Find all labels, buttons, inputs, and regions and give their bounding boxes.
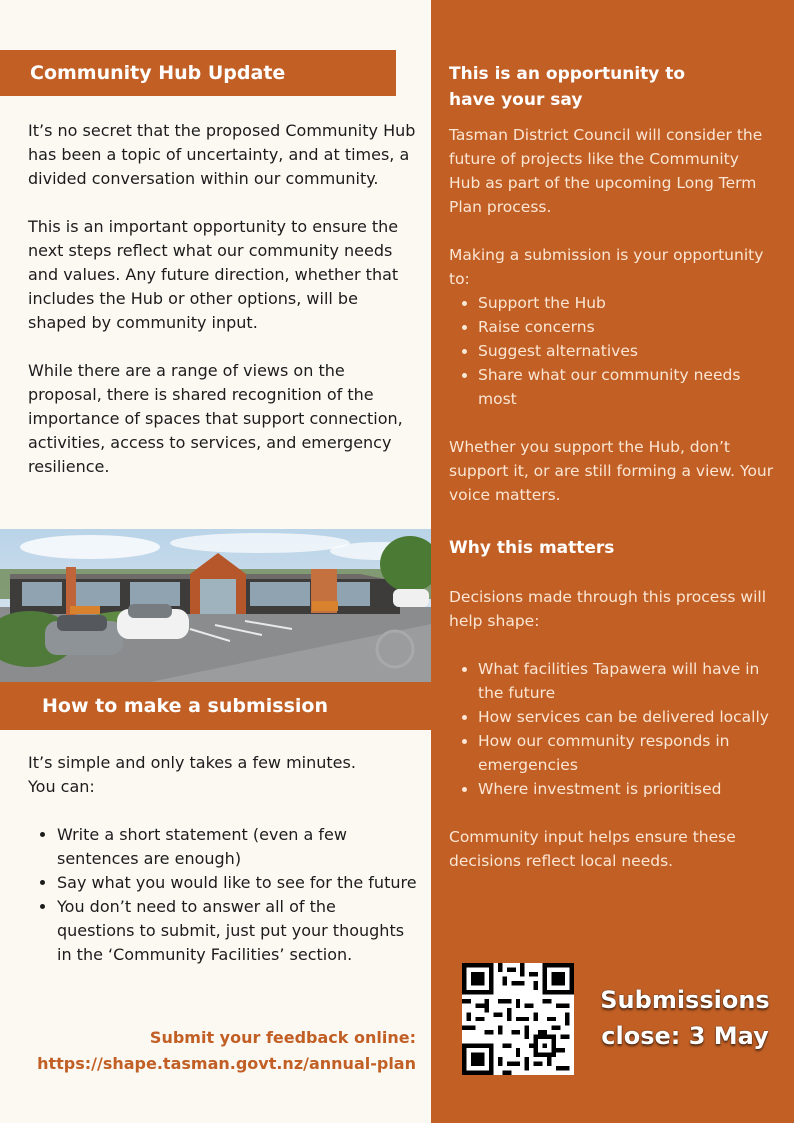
list-item: • Say what you would like to see for the future (57, 871, 418, 895)
closing-text: Community input helps ensure these decisions reflect local needs. (449, 828, 736, 870)
list-item: • Write a short statement (even a few sentences are enough) (57, 823, 418, 871)
list-item: • What facilities Tapawera will have in the future (478, 657, 774, 705)
submission-intro: It’s simple and only takes a few minutes. You can: (28, 753, 356, 796)
feedback-label: Submit your feedback online: (149, 1028, 416, 1047)
why-points-list (449, 657, 774, 801)
list-item: • Support the Hub (478, 291, 774, 315)
list-item: • Raise concerns (478, 315, 774, 339)
submissions-deadline: Submissions close: 3 May (600, 986, 770, 1050)
list-item: • Suggest alternatives (478, 339, 774, 363)
opportunity-text: Tasman District Council will consider the future of projects like the Community Hub as part of the upcoming Long Term Plan process. (449, 126, 763, 216)
hub-paragraph: This is an important opportunity to ensure the next steps reflect what our community needs and values. Any future direction, whether that includes the Hub or other options, will be shaped by community input. (28, 217, 399, 332)
voice-text: Whether you support the Hub, don’t support it, or are still forming a view. Your voice matters. (449, 438, 774, 504)
hub-intro (28, 119, 418, 503)
how-to-submit-body (28, 751, 418, 967)
hub-paragraph: It’s no secret that the proposed Community Hub has been a topic of uncertainty, and at times, a divided conversation within our community. (28, 121, 416, 188)
submission-lead: Making a submission is your opportunity to: (449, 246, 764, 288)
submission-points-list (449, 291, 774, 411)
list-item: • How our community responds in emergencies (478, 729, 774, 777)
community-hub-title: Community Hub Update (30, 62, 286, 84)
qr-code[interactable] (462, 963, 574, 1075)
how-to-submit-title: How to make a submission (42, 695, 329, 717)
opportunity-section (449, 61, 774, 507)
list-item: • Share what our community needs most (478, 363, 774, 411)
list-item: • You don’t need to answer all of the questions to submit, just put your thoughts in the ‘Community Facilities’ section. (57, 895, 418, 967)
why-lead: Decisions made through this process will help shape: (449, 588, 767, 630)
why-heading: Why this matters (449, 538, 615, 558)
why-section (449, 535, 774, 873)
list-item: • How services can be delivered locally (478, 705, 774, 729)
community-hub-title-banner (0, 50, 396, 96)
how-to-submit-title-banner (0, 682, 431, 730)
list-item: • Where investment is prioritised (478, 777, 774, 801)
hub-paragraph: While there are a range of views on the proposal, there is shared recognition of the importance of spaces that support connection, activities, access to services, and emergency resilience. (28, 361, 403, 476)
submission-list (28, 823, 418, 967)
feedback-link-block (0, 1025, 416, 1077)
community-centre-render-image (0, 529, 431, 682)
feedback-url-link[interactable]: https://shape.tasman.govt.nz/annual-plan (37, 1054, 416, 1073)
opportunity-heading: This is an opportunity to have your say (449, 64, 686, 110)
